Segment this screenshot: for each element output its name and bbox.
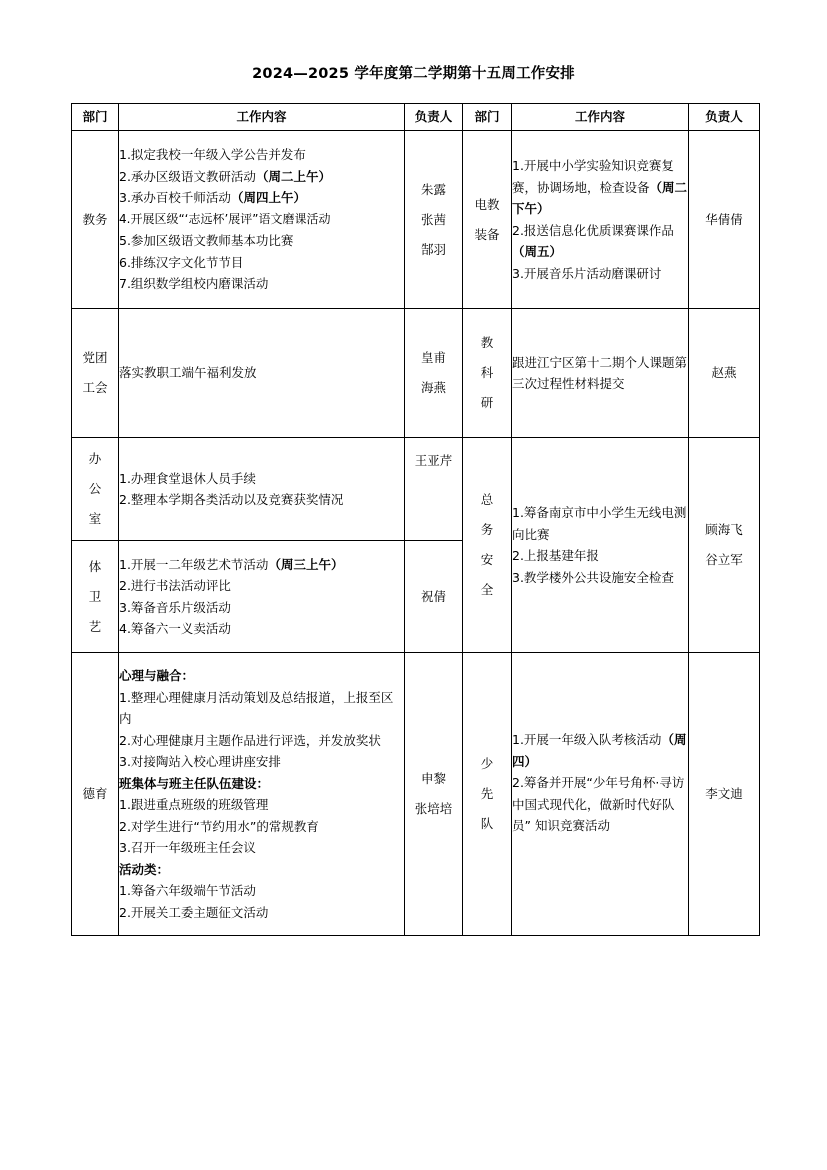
page-title: 2024—2025 学年度第二学期第十五周工作安排: [252, 66, 575, 82]
list-item: 3.承办百校千师活动（周四上午）: [119, 190, 306, 206]
section-heading: 心理与融合：: [119, 668, 195, 683]
list-item: 1.开展中小学实验知识竞赛复赛，协调场地，检查设备（周二下午）: [512, 158, 688, 216]
dept-jiaokeyan: 教 科 研: [463, 309, 512, 438]
list-item: 1.筹备南京市中小学生无线电测向比赛: [512, 505, 687, 542]
shaoxiandui-content: [512, 653, 689, 936]
dept-shaoxiandui: 少 先 队: [463, 653, 512, 936]
list-item: 6.排练汉字文化节节目: [119, 254, 244, 270]
person-shaoxiandui: 李文迪: [689, 653, 760, 936]
person-jiaowu: 朱露 张茜 郜羽: [405, 131, 463, 309]
dianjiao-content: [512, 131, 689, 309]
list-item: 2.进行书法活动评比: [119, 578, 231, 593]
dept-tiweiyi: 体 卫 艺: [72, 541, 119, 653]
table-row: [72, 131, 760, 309]
list-item: 7.组织数学组校内磨课活动: [119, 276, 269, 292]
zongwu-content: [512, 438, 689, 653]
list-item: 1.跟进重点班级的班级管理: [119, 797, 269, 812]
header-content-2: 工作内容: [512, 104, 689, 131]
person-zongwu: 顾海飞 谷立军: [689, 438, 760, 653]
list-item: 3.开展音乐片活动磨课研讨: [512, 265, 662, 281]
jiaowu-content: [119, 131, 405, 309]
list-item: 1.办理食堂退休人员手续: [119, 470, 256, 486]
list-item: 1.开展一二年级艺术节活动（周三上午）: [119, 556, 344, 572]
table-row: [72, 438, 760, 541]
person-dangtuan: 皇甫 海燕: [405, 309, 463, 438]
table-row: [72, 309, 760, 438]
dept-dangtuan: 党团 工会: [72, 309, 119, 438]
list-item: 2.承办区级语文教研活动（周二上午）: [119, 168, 331, 184]
list-item: 3.对接陶站入校心理讲座安排: [119, 754, 281, 769]
bangongshi-content: [119, 438, 405, 541]
person-dianjiao: 华倩倩: [689, 131, 760, 309]
dept-zongwu: 总 务 安 全: [463, 438, 512, 653]
person-deyu: 申黎 张培培: [405, 653, 463, 936]
person-bangongshi: 王亚芹: [405, 438, 463, 541]
list-item: 2.对心理健康月主题作品进行评选，并发放奖状: [119, 732, 381, 748]
list-item: 3.召开一年级班主任会议: [119, 840, 256, 855]
list-item: 1.整理心理健康月活动策划及总结报道，上报至区内: [119, 689, 394, 726]
list-item: 3.教学楼外公共设施安全检查: [512, 569, 674, 585]
list-item: 4.开展区级“‘志远杯’展评”语文磨课活动: [119, 211, 331, 226]
person-jiaokeyan: 赵燕: [689, 309, 760, 438]
list-item: 2.整理本学期各类活动以及竞赛获奖情况: [119, 492, 344, 507]
dept-dianjiao: 电教装备: [463, 131, 512, 309]
list-item: 4.筹备六一义卖活动: [119, 621, 231, 636]
list-item: 2.开展关工委主题征文活动: [119, 904, 269, 920]
header-person: 负责人: [405, 104, 463, 131]
list-item: 2.上报基建年报: [512, 548, 599, 563]
dept-jiaowu: 教务: [72, 131, 119, 309]
list-item: 5.参加区级语文教师基本功比赛: [119, 233, 294, 249]
dept-deyu: 德育: [72, 653, 119, 936]
list-item: 1.筹备六年级端午节活动: [119, 883, 256, 898]
header-row: [72, 104, 760, 131]
header-dept: 部门: [72, 104, 119, 131]
list-item: 1.拟定我校一年级入学公告并发布: [119, 147, 306, 163]
tiweiyi-content: [119, 541, 405, 653]
schedule-table: [71, 103, 760, 936]
header-dept-2: 部门: [463, 104, 512, 131]
header-content: 工作内容: [119, 104, 405, 131]
list-item: 2.筹备并开展“少年号角杯·寻访中国式现代化，做新时代好队员” 知识竞赛活动: [512, 775, 685, 833]
list-item: 2.对学生进行“节约用水”的常规教育: [119, 818, 319, 834]
section-heading: 班集体与班主任队伍建设：: [119, 775, 270, 791]
person-tiweiyi: 祝倩: [405, 541, 463, 653]
header-person-2: 负责人: [689, 104, 760, 131]
section-heading: 活动类：: [119, 861, 170, 877]
dangtuan-content: 落实教职工端午福利发放: [119, 309, 405, 438]
table-row: [72, 653, 760, 936]
dept-bangongshi: 办 公 室: [72, 438, 119, 541]
list-item: 2.报送信息化优质课赛课作品（周五）: [512, 222, 674, 259]
list-item: 3.筹备音乐片级活动: [119, 599, 231, 615]
deyu-content: [119, 653, 405, 936]
jiaokeyan-content: 跟进江宁区第十二期个人课题第三次过程性材料提交: [512, 309, 689, 438]
list-item: 1.开展一年级入队考核活动（周四）: [512, 732, 687, 769]
